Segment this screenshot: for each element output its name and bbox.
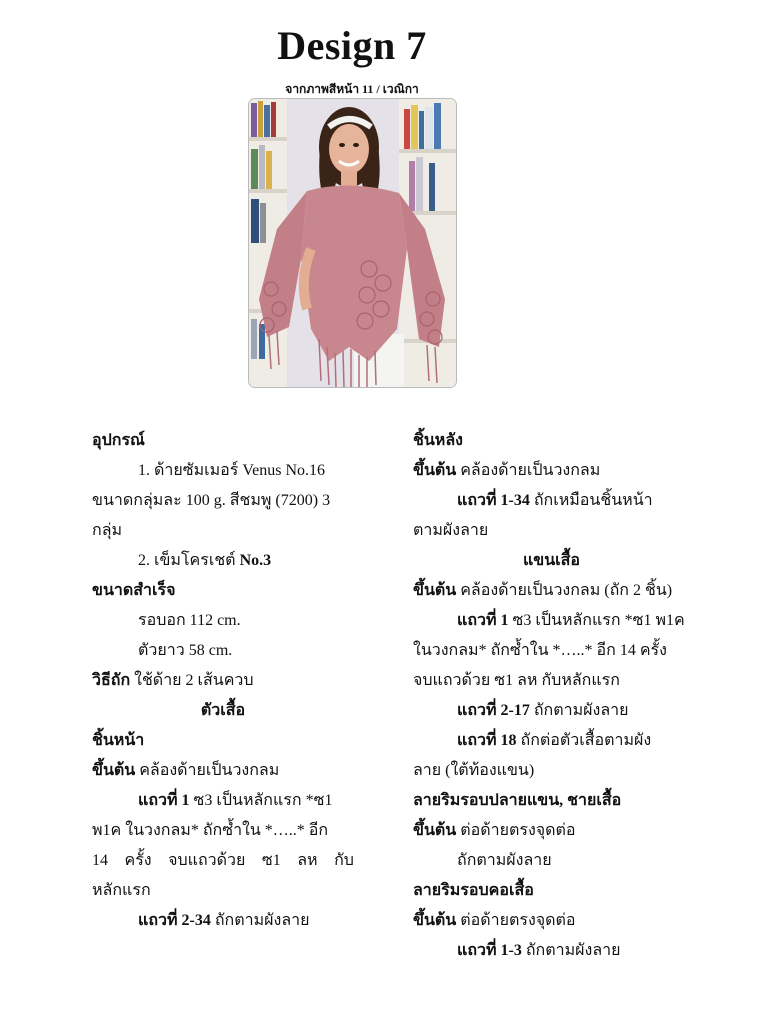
back-row-text: ถักเหมือนชิ้นหน้า [529,492,653,509]
back-row-label: แถวที่ 1-34 [457,492,530,509]
sleeve-row-1-cont2: จบแถวด้วย ซ1 ลห กับหลักแรก [413,672,620,689]
front-row-2-label: แถวที่ 2-34 [138,912,211,929]
front-heading: ชิ้นหน้า [92,732,145,749]
sleeve-heading: แขนเสื้อ [522,552,581,569]
front-start-text: คล้องด้ายเป็นวงกลม [135,762,280,779]
back-start [413,456,690,486]
back-start-text: คล้องด้ายเป็นวงกลม [456,462,601,479]
front-row-1 [92,786,354,816]
materials-item-1: 1. ด้ายซัมเมอร์ Venus No.16 [138,462,326,479]
finished-size-heading: ขนาดสำเร็จ [92,582,176,599]
edge-start-label: ขึ้นต้น [413,822,457,839]
edge-heading: ลายริมรอบปลายแขน, ชายเสื้อ [413,792,622,809]
sleeve-start-text: คล้องด้ายเป็นวงกลม (ถัก 2 ชิ้น) [456,582,673,599]
front-row-1-text: ซ3 เป็นหลักแรก *ซ1 [189,792,333,809]
materials-item-1-cont: ขนาดกลุ่มละ 100 g. สีชมพู (7200) 3 [92,492,331,509]
sleeve-row-18-cont: ลาย (ใต้ท้องแขน) [413,762,535,779]
front-start [92,756,354,786]
edge-start-text: ต่อด้ายตรงจุดต่อ [456,822,576,839]
front-row-2-text: ถักตามผังลาย [210,912,310,929]
neck-heading: ลายริมรอบคอเสื้อ [413,882,534,899]
back-start-label: ขึ้นต้น [413,462,457,479]
sleeve-row-2-label: แถวที่ 2-17 [457,702,530,719]
neck-start-label: ขึ้นต้น [413,912,457,929]
materials-item-1-cont2: กลุ่ม [92,522,123,539]
sleeve-row-18 [413,726,690,756]
back-row-cont: ตามผังลาย [413,522,489,539]
front-row-1-cont: พ1ค ในวงกลม* ถักซ้ำใน *…..* อีก [92,822,329,839]
size-bust: รอบอก 112 cm. [138,612,241,629]
right-column [413,426,690,966]
hook-size: No.3 [239,552,272,569]
sleeve-row-18-label: แถวที่ 18 [457,732,517,749]
model-photo [249,99,456,387]
word: ซ1 [261,852,281,869]
sleeve-row-18-text: ถักต่อตัวเสื้อตามผัง [516,732,652,749]
word: ลห [297,852,318,869]
neck-start-text: ต่อด้ายตรงจุดต่อ [456,912,576,929]
neck-row-text: ถักตามผังลาย [521,942,621,959]
materials-item-2 [92,546,354,576]
word: จบแถวด้วย [168,852,246,869]
front-row-1-cont2 [92,846,354,876]
sleeve-row-2-text: ถักตามผังลาย [529,702,629,719]
sleeve-start [413,576,690,606]
sleeve-start-label: ขึ้นต้น [413,582,457,599]
size-length: ตัวยาว 58 cm. [138,642,233,659]
sleeve-row-1-cont: ในวงกลม* ถักซ้ำใน *…..* อีก 14 ครั้ง [413,642,667,659]
word: ครั้ง [124,852,152,869]
front-row-2 [92,906,354,936]
sleeve-row-2 [413,696,690,726]
neck-row [413,936,690,966]
photo-caption: จากภาพสีหน้า 11 / เวณิกา [285,82,419,96]
word: 14 [92,852,108,869]
neck-row-label: แถวที่ 1-3 [457,942,522,959]
left-column [92,426,354,936]
front-row-1-label: แถวที่ 1 [138,792,190,809]
back-heading: ชิ้นหลัง [413,432,463,449]
front-start-label: ขึ้นต้น [92,762,136,779]
method-label: วิธีถัก [92,672,131,689]
page-title: Design 7 [277,23,427,68]
sleeve-row-1 [413,606,690,636]
neck-start [413,906,690,936]
body-heading: ตัวเสื้อ [200,702,246,719]
materials-item-2-text: 2. เข็มโครเชต์ [138,552,240,569]
sleeve-row-1-text: ซ3 เป็นหลักแรก *ซ1 พ1ค [508,612,685,629]
front-row-1-cont3: หลักแรก [92,882,151,899]
method-line [92,666,354,696]
edge-start [413,816,690,846]
back-row [413,486,690,516]
method-text: ใช้ด้าย 2 เส้นควบ [130,672,254,689]
word: กับ [334,852,354,869]
materials-heading: อุปกรณ์ [92,432,145,449]
sleeve-row-1-label: แถวที่ 1 [457,612,509,629]
edge-instruction: ถักตามผังลาย [457,852,552,869]
